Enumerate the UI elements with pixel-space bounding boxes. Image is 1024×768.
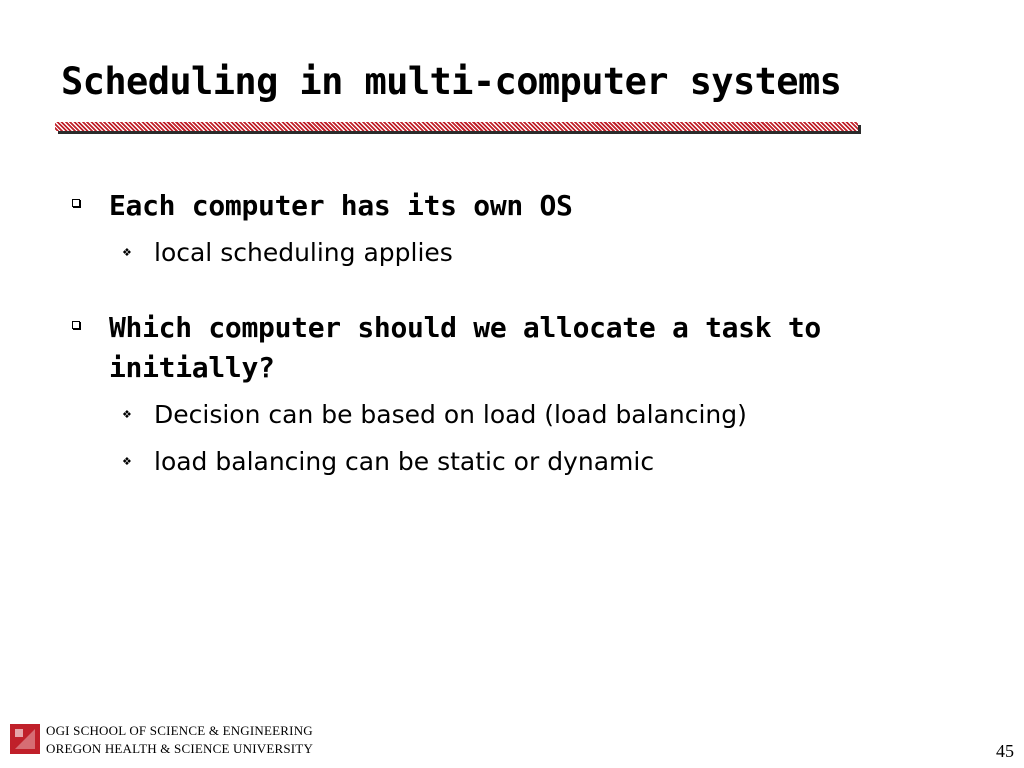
bullet-text: Each computer has its own OS: [109, 189, 573, 222]
subbullet-text: Decision can be based on load (load balancing): [154, 400, 747, 429]
square-bullet-icon: [72, 199, 80, 207]
subbullet-text: load balancing can be static or dynamic: [154, 447, 655, 476]
ohsu-ogi-logo-icon: [10, 724, 40, 754]
page-number: 45: [996, 741, 1014, 761]
diamond-bullet-icon: ❖: [122, 246, 132, 259]
diamond-bullet-icon: ❖: [122, 455, 132, 468]
title-underline-rule: [55, 122, 858, 131]
footer-university-name: OREGON HEALTH & SCIENCE UNIVERSITY: [46, 741, 314, 756]
diamond-bullet-icon: ❖: [122, 408, 132, 421]
square-bullet-icon: [72, 321, 80, 329]
bullet-text: Which computer should we allocate a task to initially?: [109, 311, 821, 384]
subbullet-text: local scheduling applies: [154, 238, 453, 267]
slide-title: Scheduling in multi-computer systems: [61, 60, 842, 103]
footer-school-name: OGI SCHOOL OF SCIENCE & ENGINEERING: [46, 723, 313, 738]
